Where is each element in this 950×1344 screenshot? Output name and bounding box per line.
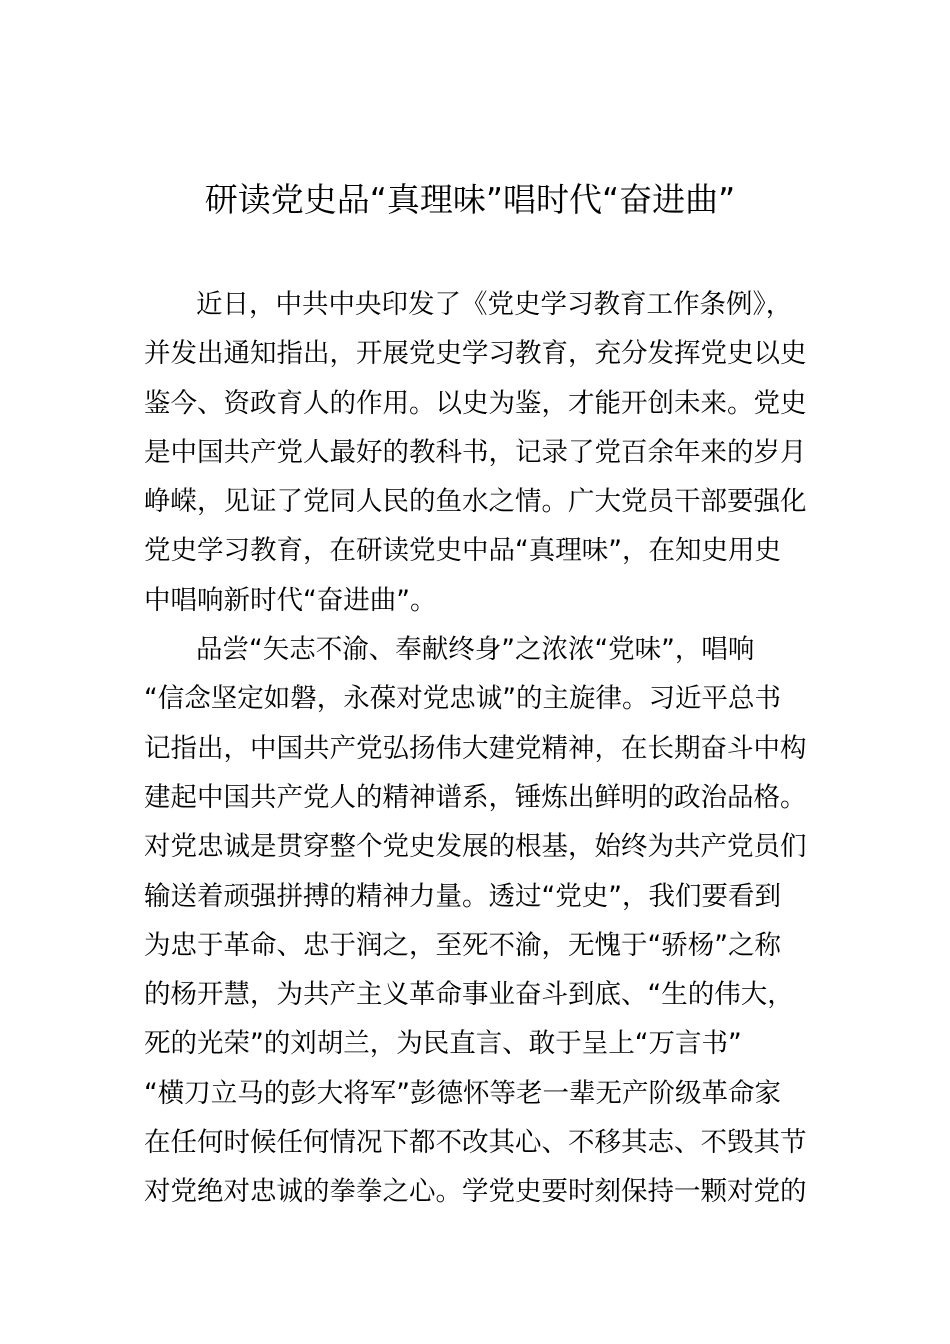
paragraph-line: 近日，中共中央印发了《党史学习教育工作条例》， [196,289,793,320]
paragraph-line: 中唱响新时代“奋进曲”。 [144,584,437,616]
document-body [144,280,814,1217]
paragraph-line: 建起中国共产党人的精神谱系，锤炼出鲜明的政治品格。 [144,781,807,813]
paragraph-line: 为忠于革命、忠于润之，至死不渝，无愧于“骄杨”之称 [144,929,781,961]
paragraph-line: 鉴今、资政育人的作用。以史为鉴，才能开创未来。党史 [144,387,807,419]
paragraph-line: 对党绝对忠诚的拳拳之心。学党史要时刻保持一颗对党的 [144,1176,807,1208]
paragraph-line: 峥嵘，见证了党同人民的鱼水之情。广大党员干部要强化 [144,486,807,518]
paragraph-line: “横刀立马的彭大将军”彭德怀等老一辈无产阶级革命家 [144,1077,781,1109]
paragraph-line: 党史学习教育，在研读党史中品“真理味”，在知史用史 [144,535,781,567]
paragraph-line: 品尝“矢志不渝、奉献终身”之浓浓“党味”，唱响 [196,634,755,666]
paragraph-line: 输送着顽强拼搏的精神力量。透过“党史”，我们要看到 [144,880,781,912]
paragraph-line: 对党忠诚是贯穿整个党史发展的根基，始终为共产党员们 [144,831,807,863]
paragraph-line: “信念坚定如磐，永葆对党忠诚”的主旋律。习近平总书 [144,683,781,715]
paragraph-line: 是中国共产党人最好的教科书，记录了党百余年来的岁月 [144,436,807,468]
paragraph-line: 并发出通知指出，开展党史学习教育，充分发挥党史以史 [144,338,807,370]
paragraph-line: 死的光荣”的刘胡兰，为民直言、敢于呈上“万言书” [144,1028,742,1060]
paragraph-line: 记指出，中国共产党弘扬伟大建党精神，在长期奋斗中构 [144,732,807,764]
document-title: 研读党史品“真理味”唱时代“奋进曲” [204,180,736,219]
paragraph-line: 在任何时候任何情况下都不改其心、不移其志、不毁其节 [144,1127,807,1159]
paragraph-line: 的杨开慧，为共产主义革命事业奋斗到底、“生的伟大， [144,979,794,1011]
